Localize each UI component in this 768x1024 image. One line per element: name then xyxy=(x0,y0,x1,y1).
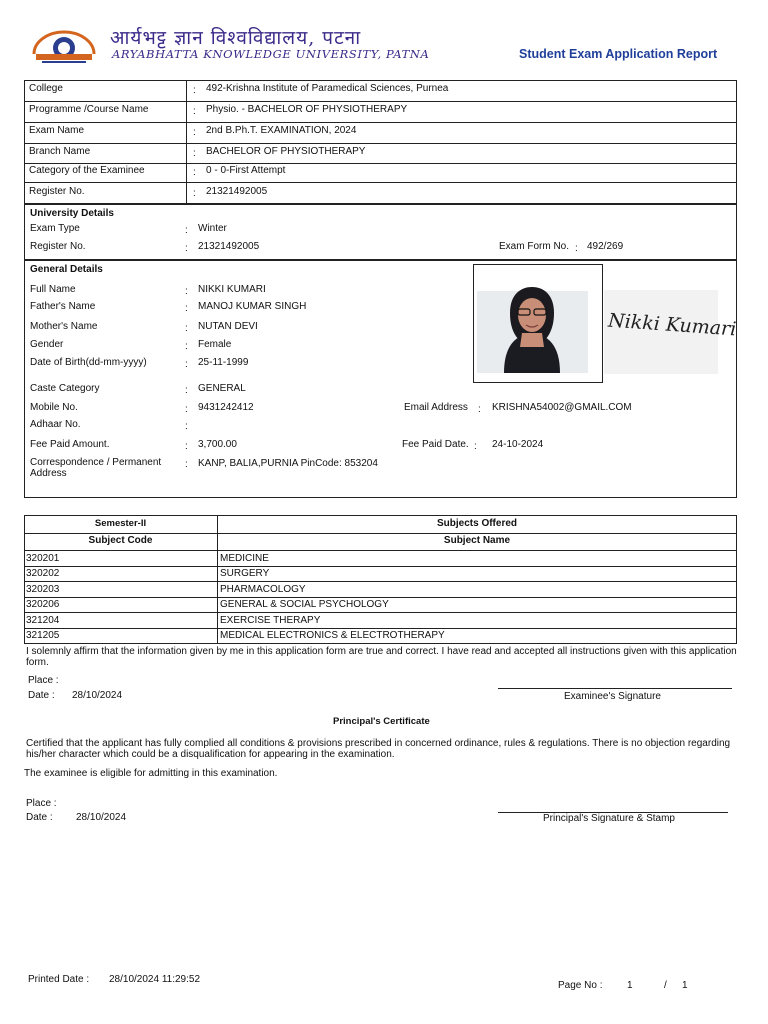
exam-form-label: Exam Form No. xyxy=(499,241,570,252)
register-label: Register No. xyxy=(29,186,85,197)
exam-type-label: Exam Type xyxy=(30,223,80,234)
principal-place-label: Place : xyxy=(26,798,57,809)
gender-label: Gender xyxy=(30,339,64,350)
printed-date-value: 28/10/2024 11:29:52 xyxy=(109,974,201,985)
colon: : xyxy=(185,303,188,314)
subject-code: 320206 xyxy=(26,599,60,610)
caste-value: GENERAL xyxy=(198,383,246,394)
colon: : xyxy=(193,127,196,138)
full-name-label: Full Name xyxy=(30,284,76,295)
exam-form-value: 492/269 xyxy=(587,241,624,252)
colon: : xyxy=(193,167,196,178)
programme-label: Programme /Course Name xyxy=(29,104,149,115)
gender-value: Female xyxy=(198,339,232,350)
page-total: 1 xyxy=(682,980,688,991)
report-title: Student Exam Application Report xyxy=(519,47,718,61)
colon: : xyxy=(185,359,188,370)
printed-date-label: Printed Date : xyxy=(28,974,90,985)
page-number-label: Page No : xyxy=(558,980,603,991)
exam-type-value: Winter xyxy=(198,223,227,234)
colon: : xyxy=(478,404,481,415)
subject-name: GENERAL & SOCIAL PSYCHOLOGY xyxy=(220,599,389,610)
subject-name: SURGERY xyxy=(220,568,270,579)
subject-name: MEDICINE xyxy=(220,553,269,564)
colon: : xyxy=(193,106,196,117)
fee-date-label: Fee Paid Date. xyxy=(402,439,469,450)
colon: : xyxy=(474,441,477,452)
programme-value: Physio. - BACHELOR OF PHYSIOTHERAPY xyxy=(206,104,408,115)
subject-name: EXERCISE THERAPY xyxy=(220,615,321,626)
declaration-text: I solemnly affirm that the information given by me in this application form are true and correct. I have read and accepted all instructions given with this application form. xyxy=(26,646,737,668)
college-value: 492-Krishna Institute of Paramedical Sciences, Purnea xyxy=(206,83,449,94)
colon: : xyxy=(193,148,196,159)
fee-label: Fee Paid Amount. xyxy=(30,439,110,450)
university-name-hindi: आर्यभट्ट ज्ञान विश्वविद्यालय, पटना xyxy=(110,27,362,49)
email-value: KRISHNA54002@GMAIL.COM xyxy=(492,402,632,413)
examinee-signature-line xyxy=(498,688,732,689)
category-label: Category of the Examinee xyxy=(29,165,145,176)
declaration-place-label: Place : xyxy=(28,675,59,686)
full-name-value: NIKKI KUMARI xyxy=(198,284,266,295)
colon: : xyxy=(185,341,188,352)
person-photo-icon xyxy=(474,265,602,382)
register-no-value: 21321492005 xyxy=(198,241,260,252)
colon: : xyxy=(185,385,188,396)
candidate-signature xyxy=(604,290,737,374)
colon: : xyxy=(185,421,188,432)
page-current: 1 xyxy=(627,980,633,991)
colon: : xyxy=(193,85,196,96)
subject-name-header: Subject Name xyxy=(443,535,511,546)
principal-date-value: 28/10/2024 xyxy=(76,812,127,823)
eligibility-text: The examinee is eligible for admitting in this examination. xyxy=(24,768,278,779)
candidate-photo xyxy=(473,264,603,383)
university-name-english: ARYABHATTA KNOWLEDGE UNIVERSITY, PATNA xyxy=(112,47,430,61)
colon: : xyxy=(185,225,188,236)
general-details-heading: General Details xyxy=(30,264,103,275)
father-name-label: Father's Name xyxy=(30,301,96,312)
mother-name-label: Mother's Name xyxy=(30,321,98,332)
mother-name-value: NUTAN DEVI xyxy=(198,321,258,332)
college-label: College xyxy=(29,83,63,94)
declaration-date-label: Date : xyxy=(28,690,55,701)
signature-text: Nikki Kumari xyxy=(607,309,737,341)
principal-certificate-text: Certified that the applicant has fully complied all conditions & provisions prescribed in concerned ordinance, rules & regulations. There is no objection regarding his/her character which could be a disqualification for appearing in the examination. xyxy=(26,738,731,760)
address-value: KANP, BALIA,PURNIA PinCode: 853204 xyxy=(198,458,378,469)
subject-code-header: Subject Code xyxy=(88,535,153,546)
branch-value: BACHELOR OF PHYSIOTHERAPY xyxy=(206,146,366,157)
declaration-date-value: 28/10/2024 xyxy=(72,690,123,701)
subject-code: 321205 xyxy=(26,630,60,641)
principal-signature-label: Principal's Signature & Stamp xyxy=(543,813,675,824)
examinee-signature-label: Examinee's Signature xyxy=(564,691,661,702)
subject-code: 320201 xyxy=(26,553,60,564)
register-no-label: Register No. xyxy=(30,241,86,252)
subjects-offered-header: Subjects Offered xyxy=(436,518,518,529)
university-details-heading: University Details xyxy=(30,208,114,219)
semester-header: Semester-II xyxy=(94,518,147,529)
address-label: Correspondence / Permanent Address xyxy=(30,457,162,479)
colon: : xyxy=(575,243,578,254)
colon: : xyxy=(193,188,196,199)
dob-label: Date of Birth(dd-mm-yyyy) xyxy=(30,357,147,368)
colon: : xyxy=(185,459,188,470)
university-logo xyxy=(28,26,100,64)
branch-label: Branch Name xyxy=(29,146,91,157)
mobile-value: 9431242412 xyxy=(198,402,254,413)
principal-date-label: Date : xyxy=(26,812,53,823)
caste-label: Caste Category xyxy=(30,383,100,394)
course-details-table xyxy=(24,80,737,204)
dob-value: 25-11-1999 xyxy=(198,357,249,368)
colon: : xyxy=(185,323,188,334)
subject-code: 320202 xyxy=(26,568,60,579)
colon: : xyxy=(185,286,188,297)
subject-code: 321204 xyxy=(26,615,60,626)
subject-name: MEDICAL ELECTRONICS & ELECTROTHERAPY xyxy=(220,630,445,641)
fee-date-value: 24-10-2024 xyxy=(492,439,544,450)
father-name-value: MANOJ KUMAR SINGH xyxy=(198,301,307,312)
exam-name-value: 2nd B.Ph.T. EXAMINATION, 2024 xyxy=(206,125,357,136)
colon: : xyxy=(185,404,188,415)
principal-certificate-heading: Principal's Certificate xyxy=(333,716,430,727)
email-label: Email Address xyxy=(404,402,468,413)
university-details-section xyxy=(24,204,737,260)
colon: : xyxy=(185,243,188,254)
page-separator: / xyxy=(664,980,667,991)
register-value: 21321492005 xyxy=(206,186,268,197)
fee-value: 3,700.00 xyxy=(198,439,237,450)
category-value: 0 - 0-First Attempt xyxy=(206,165,286,176)
aadhaar-label: Adhaar No. xyxy=(30,419,81,430)
colon: : xyxy=(185,441,188,452)
subject-name: PHARMACOLOGY xyxy=(220,584,306,595)
mobile-label: Mobile No. xyxy=(30,402,78,413)
subject-code: 320203 xyxy=(26,584,60,595)
exam-name-label: Exam Name xyxy=(29,125,85,136)
